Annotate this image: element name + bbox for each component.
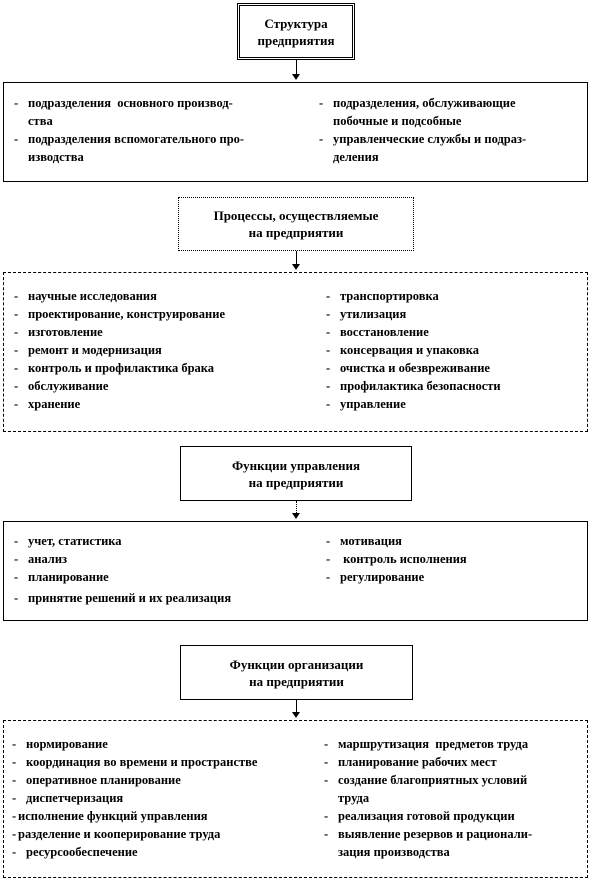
list-item-cont: деления	[333, 150, 379, 164]
arrowhead-processes	[292, 264, 300, 270]
structure-title-line-2: предприятия	[257, 32, 335, 48]
organization-left-col	[12, 735, 317, 861]
list-item: - хранение	[14, 397, 81, 411]
management-right-col	[326, 532, 581, 586]
structure-list-box	[3, 82, 588, 182]
list-item: - ремонт и модернизация	[14, 343, 162, 357]
list-item: - принятие решений и их реализация	[14, 591, 232, 605]
management-list-box	[3, 521, 588, 621]
arrowhead-management	[292, 513, 300, 519]
list-item: - оперативное планирование	[12, 773, 181, 787]
list-item: - планирование рабочих мест	[324, 755, 497, 769]
organization-list-box	[3, 720, 588, 878]
organization-title-box	[180, 645, 413, 700]
list-item: - контроль и профилактика брака	[14, 361, 215, 375]
list-item: - профилактика безопасности	[326, 379, 501, 393]
management-title-box	[180, 446, 412, 501]
list-item: - транспортировка	[326, 289, 439, 303]
list-item: - мотивация	[326, 534, 402, 548]
arrowhead-structure	[292, 74, 300, 80]
arrow-structure	[296, 60, 297, 74]
arrow-processes	[296, 251, 297, 264]
list-item: - планирование	[14, 570, 109, 584]
list-item-cont: побочные и подсобные	[333, 114, 462, 128]
management-left-col	[14, 532, 314, 607]
list-item: - нормирование	[12, 737, 108, 751]
list-item: - очистка и обезвреживание	[326, 361, 490, 375]
list-item: - учет, статистика	[14, 534, 122, 548]
list-item: - создание благоприятных условий	[324, 773, 528, 787]
list-item: - диспетчеризация	[12, 791, 124, 805]
arrow-management	[296, 501, 297, 513]
list-item: - утилизация	[326, 307, 407, 321]
list-item: - выявление резервов и рационали-	[324, 827, 533, 841]
arrow-organization	[296, 700, 297, 712]
list-item: - исполнение функций управления	[12, 809, 208, 823]
list-item: - координация во времени и пространстве	[12, 755, 258, 769]
list-item: - маршрутизация предметов труда	[324, 737, 529, 751]
list-item: - восстановление	[326, 325, 429, 339]
list-item: - изготовление	[14, 325, 103, 339]
list-item: - разделение и кооперирование труда	[12, 827, 221, 841]
list-item: - управленческие службы и подраз-	[319, 132, 527, 146]
processes-list-box	[3, 272, 588, 432]
list-item: - обслуживание	[14, 379, 109, 393]
list-item: - подразделения вспомогательного про-	[14, 132, 245, 146]
organization-right-col	[324, 735, 586, 861]
list-item: - управление	[326, 397, 406, 411]
structure-left-col	[14, 94, 304, 166]
processes-title-line-1: Процессы, осуществляемые	[213, 208, 379, 223]
organization-title-line-2: на предприятии	[249, 673, 344, 689]
list-item: - научные исследования	[14, 289, 157, 303]
structure-title-line-1: Структура	[264, 15, 328, 31]
list-item: - контроль исполнения	[326, 552, 467, 566]
list-item: - консервация и упаковка	[326, 343, 480, 357]
processes-title-box	[178, 197, 414, 251]
list-item-cont: зация производства	[338, 845, 450, 859]
list-item: - регулирование	[326, 570, 425, 584]
list-item: - проектирование, конструирование	[14, 307, 226, 321]
arrowhead-organization	[292, 712, 300, 718]
organization-title-line-1: Функции организации	[229, 656, 364, 672]
processes-left-col	[14, 287, 314, 413]
list-item-cont: труда	[338, 791, 370, 805]
list-item: - подразделения основного производ-	[14, 96, 233, 110]
structure-right-col	[319, 94, 584, 166]
processes-title-line-2: на предприятии	[248, 225, 344, 240]
structure-title-box	[237, 3, 355, 60]
processes-right-col	[326, 287, 581, 413]
list-item: - подразделения, обслуживающие	[319, 96, 516, 110]
list-item: - анализ	[14, 552, 68, 566]
management-title-line-2: на предприятии	[248, 474, 344, 490]
list-item-cont: изводства	[28, 150, 84, 164]
management-title-line-1: Функции управления	[231, 457, 360, 473]
list-item: - реализация готовой продукции	[324, 809, 515, 823]
list-item-cont: ства	[28, 114, 53, 128]
list-item: - ресурсообеспечение	[12, 845, 138, 859]
